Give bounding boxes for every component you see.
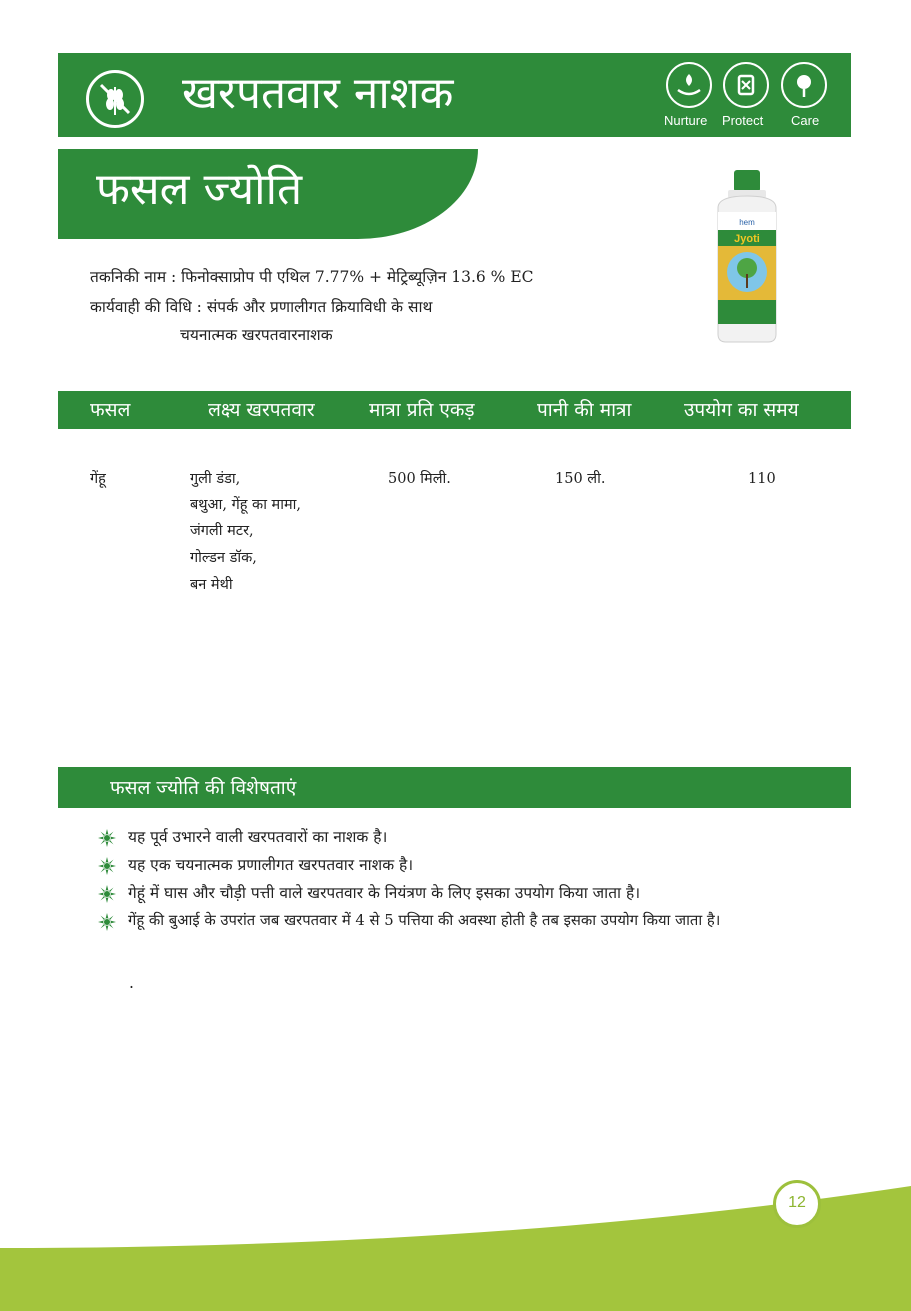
th-target-weeds: लक्ष्य खरपतवार bbox=[208, 399, 315, 421]
badge-label-nurture: Nurture bbox=[664, 113, 708, 128]
product-title: फसल ज्योति bbox=[96, 164, 303, 215]
features-title: फसल ज्योति की विशेषताएं bbox=[110, 777, 297, 799]
flower-bullet-icon bbox=[98, 885, 116, 903]
section-title: खरपतवार नाशक bbox=[182, 68, 454, 119]
feature-item-4: गेंहू की बुआई के उपरांत जब खरपतवार में 4 से 5 पत्तिया की अवस्था होती है तब इसका उपयोग किया जाता है। bbox=[128, 912, 721, 929]
technical-name: तकनिकी नाम : फिनोक्साप्रोप पी एथिल 7.77% + मेट्रिब्यूज़िन 13.6 % EC bbox=[90, 268, 534, 286]
td-water: 150 ली. bbox=[555, 471, 606, 487]
td-time: 110 bbox=[748, 471, 776, 487]
protect-icon bbox=[723, 62, 769, 108]
feature-item-1: यह पूर्व उभारने वाली खरपतवारों का नाशक है। bbox=[128, 828, 388, 846]
td-weed-1: गुली डंडा, bbox=[190, 471, 241, 487]
wheat-no-icon bbox=[86, 70, 144, 128]
td-weed-5: बन मेथी bbox=[190, 577, 233, 593]
flower-bullet-icon bbox=[98, 913, 116, 931]
product-bottle-image bbox=[712, 168, 782, 344]
td-weed-3: जंगली मटर, bbox=[190, 523, 254, 539]
page-number: 12 bbox=[788, 1194, 806, 1211]
bottle-brand: hem bbox=[739, 218, 755, 227]
trailing-dot: . bbox=[129, 974, 134, 992]
mode-of-action: कार्यवाही की विधि : संपर्क और प्रणालीगत क्रियाविधी के साथ bbox=[90, 298, 433, 316]
flower-bullet-icon bbox=[98, 857, 116, 875]
care-icon bbox=[781, 62, 827, 108]
badge-label-protect: Protect bbox=[722, 113, 764, 128]
th-dose-per-acre: मात्रा प्रति एकड़ bbox=[369, 399, 475, 421]
nurture-icon bbox=[666, 62, 712, 108]
td-weed-2: बथुआ, गेंहू का मामा, bbox=[190, 497, 302, 513]
td-crop: गेंहू bbox=[90, 471, 106, 487]
th-crop: फसल bbox=[90, 399, 131, 421]
bottle-name: Jyoti bbox=[734, 233, 760, 245]
mode-of-action-cont: चयनात्मक खरपतवारनाशक bbox=[180, 326, 333, 344]
th-usage-time: उपयोग का समय bbox=[684, 399, 799, 421]
td-weed-4: गोल्डन डॉक, bbox=[190, 550, 257, 566]
feature-item-2: यह एक चयनात्मक प्रणालीगत खरपतवार नाशक है। bbox=[128, 856, 414, 874]
flower-bullet-icon bbox=[98, 829, 116, 847]
feature-item-3: गेहूं में घास और चौड़ी पत्ती वाले खरपतवार के नियंत्रण के लिए इसका उपयोग किया जाता है। bbox=[128, 884, 641, 902]
badge-label-care: Care bbox=[791, 113, 820, 128]
th-water-amount: पानी की मात्रा bbox=[537, 399, 632, 421]
td-dose: 500 मिली. bbox=[388, 471, 451, 487]
